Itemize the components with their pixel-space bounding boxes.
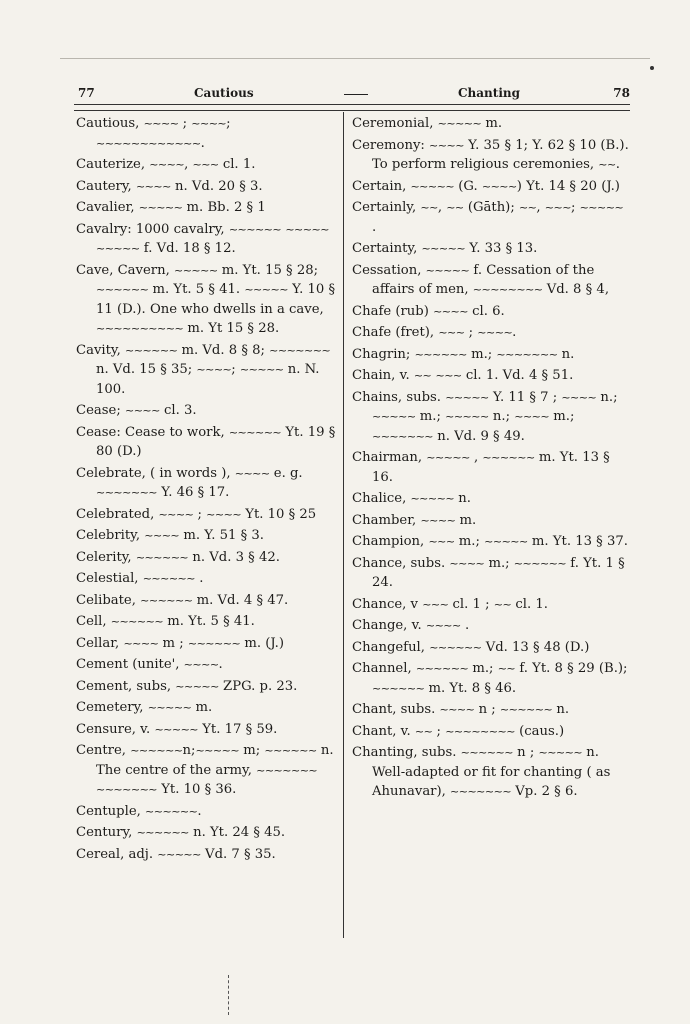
avestan-word: ~~~~~~ — [135, 550, 189, 564]
dictionary-entry — [352, 345, 630, 365]
dictionary-entry — [352, 239, 630, 259]
entry-definition: v. ~~~~ . — [411, 618, 470, 633]
bottom-smudge — [228, 975, 229, 1015]
ink-speck — [650, 66, 654, 70]
entry-headword: Celebrity, — [76, 528, 141, 543]
dictionary-entry — [76, 526, 336, 546]
entry-headword: Ceremony: — [352, 137, 425, 153]
entry-headword: Chance, — [352, 555, 407, 571]
entry-definition: ~~~~, ~~~ cl. 1. — [149, 157, 256, 172]
left-running-title: Cautious — [194, 86, 254, 100]
avestan-word: ~~~~~~~ — [496, 347, 558, 361]
header-rule-bottom — [74, 110, 630, 111]
avestan-word: ~~~~~~~ — [372, 429, 434, 443]
avestan-word: ~~~~ — [433, 304, 468, 318]
entry-headword: Cessation, — [352, 262, 422, 278]
avestan-word: ~~~~ — [183, 658, 219, 671]
entry-definition: subs, ~~~~~ ZPG. p. 23. — [136, 678, 298, 694]
entry-definition: ~~~~ ; ~~~~ Yt. 10 § 25 — [158, 506, 317, 522]
entry-headword: Certain, — [352, 178, 407, 194]
dictionary-entry — [352, 388, 630, 447]
dictionary-entry — [76, 198, 336, 218]
avestan-word: ~~~~ — [191, 117, 227, 130]
entry-definition: ~~~~ m ; ~~~~~~ m. (J.) — [123, 635, 284, 651]
avestan-word: ~~~~~ — [154, 722, 199, 736]
avestan-word: ~~ — [446, 201, 464, 214]
entry-definition: v ~~~ cl. 1 ; ~~ cl. 1. — [410, 596, 548, 612]
dictionary-entry — [352, 198, 630, 237]
dictionary-entry — [76, 677, 336, 697]
avestan-word: ~~~~~ — [437, 117, 482, 130]
left-column — [76, 114, 336, 866]
right-running-title: Chanting — [458, 86, 520, 100]
avestan-word: ~~~~~ — [285, 222, 329, 236]
entry-headword: Chamber, — [352, 512, 417, 528]
avestan-word: ~~~~~ — [425, 263, 470, 277]
avestan-word: ~~~~~~~~~~ — [96, 322, 184, 335]
avestan-word: ~~~~ — [561, 390, 597, 404]
avestan-word: ~~~~ — [123, 636, 159, 650]
avestan-word: ~~~ — [422, 597, 449, 611]
right-column — [352, 114, 630, 804]
entry-headword: Ceremonial, — [352, 116, 434, 131]
entry-headword: Celebrated, — [76, 506, 155, 522]
dictionary-entry — [352, 532, 630, 552]
entry-headword: Cavalier, — [76, 200, 135, 215]
avestan-word: ~~~~~~ — [142, 572, 195, 585]
dictionary-entry — [76, 634, 336, 654]
entry-definition: ~~~~~~ n. Vd. 3 § 42. — [135, 549, 280, 565]
entry-headword: Changeful, — [352, 639, 425, 655]
entry-headword: Change, — [352, 618, 408, 633]
entry-headword: Cereal, — [76, 846, 125, 862]
entry-headword: Cavalry: — [76, 221, 132, 237]
avestan-word: ~~~~~ — [421, 242, 466, 255]
avestan-word: ~~~~~~ — [414, 347, 467, 361]
dictionary-entry — [352, 743, 630, 802]
entry-definition: ~~~~ n. Vd. 20 § 3. — [135, 178, 263, 194]
avestan-word: ~~~~ — [514, 410, 550, 423]
avestan-word: ~~ — [598, 158, 616, 171]
page-header — [74, 84, 630, 106]
entry-definition: ~~~~~~ n. Yt. 24 § 45. — [136, 825, 286, 840]
avestan-word: ~~~~~ — [426, 451, 470, 464]
avestan-word: ~~~~~~ — [130, 744, 183, 757]
entry-definition: (rub) ~~~~ cl. 6. — [395, 303, 505, 319]
avestan-word: ~~~~~ — [410, 492, 455, 505]
entry-definition: 1000 cavalry, ~~~~~~ ~~~~~ ~~~~~ f. Vd. 18 § 12. — [96, 221, 329, 256]
avestan-word: ~~~~~~~ — [96, 486, 158, 499]
avestan-word: ~~~ — [438, 326, 465, 339]
avestan-word: ~~ — [414, 724, 433, 738]
entry-definition: subs. ~~~~ m.; ~~~~~~ f. Yt. 1 § 24. — [372, 555, 625, 590]
dictionary-entry — [76, 591, 336, 611]
entry-definition: Cease to work, ~~~~~~ Yt. 19 § 80 (D.) — [96, 424, 336, 459]
avestan-word: ~~ — [420, 201, 438, 214]
entry-definition: ~~~~~ m. Yt. 15 § 28; ~~~~~~ m. Yt. 5 § 41. ~~~~~ Y. 10 § 11 (D.). One who dwells in a cave, ~~~~~~~~~~ m. Yt 15 § 28. — [96, 262, 336, 336]
avestan-word: ~~ — [518, 201, 537, 214]
dictionary-entry — [76, 741, 336, 800]
avestan-word: ~~~~ — [420, 513, 456, 527]
avestan-word: ~~~~ — [143, 117, 179, 130]
avestan-word: ~~~~~~ — [513, 556, 567, 570]
dictionary-entry — [352, 366, 630, 386]
entry-headword: Chagrin; — [352, 346, 411, 362]
entry-headword: Celebrate, — [76, 465, 146, 481]
dictionary-entry — [352, 448, 630, 487]
avestan-word: ~~~~~~ — [499, 703, 553, 716]
avestan-word: ~~ — [497, 662, 516, 675]
entry-headword: Chant, — [352, 702, 397, 717]
entry-headword: Century, — [76, 825, 133, 840]
entry-definition: ~~~~~ , ~~~~~~ m. Yt. 13 § 16. — [372, 450, 610, 485]
dictionary-entry — [76, 401, 336, 421]
entry-definition: v. ~~~~~ Yt. 17 § 59. — [140, 721, 278, 737]
entry-headword: Certainly, — [352, 200, 417, 215]
avestan-word: ~~~~~~~ — [450, 785, 512, 798]
avestan-word: ~~~~~~ — [125, 343, 178, 357]
avestan-word: ~~~~ — [481, 179, 517, 193]
avestan-word: ~~~~~~~ — [269, 343, 331, 357]
avestan-word: ~~~~~~~~ — [472, 283, 543, 296]
entry-headword: Certainty, — [352, 241, 418, 256]
dictionary-entry — [76, 823, 336, 843]
avestan-word: ~~~~ — [206, 507, 242, 521]
avestan-word: ~~~~~~ — [110, 615, 164, 628]
avestan-word: ~~~~~ — [239, 363, 284, 376]
entry-headword: Cavity, — [76, 342, 121, 358]
entry-headword: Chant, — [352, 723, 397, 739]
dictionary-entry — [352, 700, 630, 720]
dictionary-entry — [76, 720, 336, 740]
entry-definition: ~~~~~~ m.; ~~ f. Yt. 8 § 29 (B.); ~~~~~~ m. Yt. 8 § 46. — [372, 661, 628, 696]
dictionary-entry — [76, 612, 336, 632]
entry-definition: ~~~~~~ m. Vd. 4 § 47. — [140, 592, 289, 608]
dictionary-entry — [76, 569, 336, 589]
avestan-word: ~~~ — [544, 201, 571, 214]
entry-headword: Chance, — [352, 596, 407, 612]
avestan-word: ~~~ — [192, 158, 219, 171]
dictionary-entry — [76, 114, 336, 153]
avestan-word: ~~~~~ — [244, 283, 288, 296]
entry-headword: Chafe — [352, 325, 392, 340]
avestan-word: ~~~~ — [439, 703, 475, 716]
column-divider — [343, 112, 344, 938]
entry-definition: ~~~~ m. Y. 51 § 3. — [144, 528, 264, 543]
entry-headword: Chain, — [352, 368, 396, 383]
header-dash — [344, 94, 368, 95]
entry-headword: Celestial, — [76, 571, 139, 586]
entry-definition: ~~, ~~ (Gāth); ~~, ~~~; ~~~~~ . — [372, 200, 624, 235]
dictionary-entry — [76, 548, 336, 568]
entry-definition: ~~~~~~ Vd. 13 § 48 (D.) — [429, 639, 590, 655]
avestan-word: ~~~~~ — [175, 679, 219, 693]
avestan-word: ~~~~~~ — [140, 593, 193, 607]
dictionary-entry — [76, 423, 336, 462]
dictionary-entry — [352, 616, 630, 636]
dictionary-entry — [352, 302, 630, 322]
avestan-word: ~~~~ — [196, 363, 232, 376]
entry-definition: v. ~~ ; ~~~~~~~~ (caus.) — [400, 723, 565, 739]
entry-headword: Cease: — [76, 424, 121, 440]
entry-headword: Cemetery, — [76, 700, 144, 715]
avestan-word: ~~~~~~ — [429, 640, 482, 654]
entry-headword: Celibate, — [76, 592, 136, 608]
dictionary-entry — [76, 341, 336, 400]
left-page-number: 77 — [78, 86, 95, 100]
dictionary-entry — [352, 554, 630, 593]
avestan-word: ~~~~ — [234, 466, 270, 480]
avestan-word: ~~~~~ — [445, 390, 489, 404]
entry-definition: ~~~~~ m. — [437, 116, 503, 131]
avestan-word: ~~~~~ — [484, 535, 528, 548]
dictionary-entry — [76, 698, 336, 718]
entry-headword: Cellar, — [76, 635, 120, 651]
avestan-word: ~~~~ — [158, 507, 194, 521]
entry-headword: Chairman, — [352, 450, 423, 465]
entry-headword: Cauterize, — [76, 157, 146, 172]
avestan-word: ~~~~~~ — [96, 283, 149, 296]
dictionary-entry — [76, 261, 336, 339]
dictionary-entry — [352, 722, 630, 742]
dictionary-entry — [76, 155, 336, 175]
entry-headword: Centre, — [76, 743, 126, 758]
avestan-word: ~~ — [413, 369, 432, 382]
entry-definition: ~~~~~ Y. 33 § 13. — [421, 241, 538, 256]
avestan-word: ~~~~ — [449, 556, 485, 570]
avestan-word: ~~~~~ — [372, 410, 416, 423]
avestan-word: ~~~~~~ — [187, 636, 241, 650]
avestan-word: ~~~~~~ — [482, 451, 535, 464]
avestan-word: ~~~~~~ — [145, 804, 198, 818]
right-page-number: 78 — [613, 86, 630, 100]
entry-headword: Channel, — [352, 661, 412, 676]
avestan-word: ~~~~ — [429, 138, 464, 152]
dictionary-entry — [76, 845, 336, 865]
entry-definition: ~~~ m.; ~~~~~ m. Yt. 13 § 37. — [428, 534, 628, 549]
avestan-word: ~~~~~ — [538, 746, 583, 759]
dictionary-entry — [352, 323, 630, 343]
entry-definition: ~~~~~ f. Cessation of the affairs of men, ~~~~~~~~ Vd. 8 § 4, — [372, 262, 610, 297]
dictionary-entry — [76, 177, 336, 197]
entry-definition: ~~~~ cl. 3. — [124, 403, 197, 418]
entry-headword: Centuple, — [76, 803, 141, 819]
header-rule-top — [74, 104, 630, 105]
entry-definition: (unite', ~~~~. — [132, 657, 223, 672]
entry-headword: Celerity, — [76, 549, 132, 565]
entry-headword: Cautious, — [76, 116, 140, 131]
dictionary-entry — [76, 505, 336, 525]
dictionary-entry — [352, 177, 630, 197]
entry-definition: subs. ~~~~~ Y. 11 § 7 ; ~~~~ n.; ~~~~~ m.; ~~~~~ n.; ~~~~ m.; ~~~~~~~ n. Vd. 9 § 49. — [372, 389, 618, 444]
avestan-word: ~~~~~~ — [372, 681, 425, 695]
avestan-word: ~~~~~ — [195, 744, 240, 757]
avestan-word: ~~~~~~ — [228, 425, 282, 439]
entry-definition: ~~~~~~ m. Yt. 5 § 41. — [110, 614, 255, 629]
avestan-word: ~~~~ — [124, 404, 160, 417]
entry-headword: Chains, — [352, 389, 403, 405]
avestan-word: ~~~~~~~~~~~~ — [96, 136, 201, 150]
entry-definition: ~~~~~ (G. ~~~~) Yt. 14 § 20 (J.) — [410, 178, 620, 194]
avestan-word: ~~~~ — [149, 158, 185, 171]
avestan-word: ~~ — [493, 597, 512, 611]
avestan-word: ~~~~~ — [96, 242, 140, 255]
dictionary-entry — [352, 595, 630, 615]
avestan-word: ~~~~ — [144, 529, 180, 542]
dictionary-entry — [352, 136, 630, 175]
avestan-word: ~~~~~ — [138, 201, 183, 214]
entry-definition: ~~~~~~. — [145, 803, 202, 819]
entry-definition: ~~~~ m. — [420, 512, 477, 528]
entry-headword: Cease; — [76, 403, 121, 418]
dictionary-entry — [76, 464, 336, 503]
avestan-word: ~~~~~~~ — [256, 763, 318, 777]
avestan-word: ~~~~~~~~ — [445, 724, 515, 738]
entry-definition: ~~~~~~ m.; ~~~~~~~ n. — [414, 346, 575, 362]
avestan-word: ~~~~~~ — [460, 746, 513, 759]
avestan-word: ~~~~~~~ — [96, 783, 158, 796]
entry-definition: subs. ~~~~ n ; ~~~~~~ n. — [400, 702, 570, 717]
avestan-word: ~~~~~~ — [264, 744, 317, 757]
entry-headword: Chanting, — [352, 745, 418, 760]
avestan-word: ~~~~~ — [579, 201, 624, 214]
avestan-word: ~~~ — [428, 535, 455, 548]
entry-definition: ~~~~~~ m. Vd. 8 § 8; ~~~~~~~ n. Vd. 15 § 35; ~~~~; ~~~~~ n. N. 100. — [96, 342, 331, 397]
avestan-word: ~~~ — [435, 369, 462, 382]
dictionary-entry — [352, 659, 630, 698]
dictionary-entry — [76, 802, 336, 822]
avestan-word: ~~~~~ — [445, 410, 489, 423]
entry-definition: v. ~~ ~~~ cl. 1. Vd. 4 § 51. — [399, 368, 574, 383]
page-edge-line — [60, 58, 650, 59]
avestan-word: ~~~~~~ — [415, 662, 469, 675]
entry-headword: Cell, — [76, 614, 107, 629]
avestan-word: ~~~~~ — [410, 179, 455, 193]
avestan-word: ~~~~ — [477, 326, 513, 339]
entry-headword: Chalice, — [352, 491, 407, 506]
dictionary-entry — [352, 489, 630, 509]
entry-headword: Censure, — [76, 721, 136, 737]
entry-definition: ~~~~~~ . — [142, 571, 204, 586]
entry-definition: ( in words ), ~~~~ e. g. ~~~~~~~ Y. 46 § 17. — [96, 465, 303, 500]
entry-headword: Champion, — [352, 534, 425, 549]
dictionary-entry — [352, 261, 630, 300]
dictionary-entry — [352, 511, 630, 531]
entry-headword: Cave, Cavern, — [76, 262, 170, 278]
entry-definition: ~~~~~ n. — [410, 491, 471, 506]
entry-definition: adj. ~~~~~ Vd. 7 § 35. — [128, 846, 276, 862]
entry-definition: ~~~~~~n;~~~~~ m; ~~~~~~ n. The centre of the army, ~~~~~~~ ~~~~~~~ Yt. 10 § 36. — [96, 743, 334, 797]
avestan-word: ~~~~~ — [147, 701, 192, 714]
avestan-word: ~~~~~~ — [136, 826, 189, 839]
entry-definition: ~~~~~ m. — [147, 700, 213, 715]
entry-definition: ~~~~ Y. 35 § 1; Y. 62 § 10 (B.). To perform religious ceremonies, ~~. — [372, 137, 629, 172]
dictionary-entry — [352, 114, 630, 134]
dictionary-entry — [76, 655, 336, 675]
entry-headword: Cement — [76, 657, 128, 672]
entry-definition: (fret), ~~~ ; ~~~~. — [395, 325, 517, 340]
dictionary-entry — [76, 220, 336, 259]
entry-headword: Cement, — [76, 678, 133, 694]
avestan-word: ~~~~~~ — [228, 222, 282, 236]
entry-definition: ~~~~ ; ~~~~; ~~~~~~~~~~~~. — [96, 116, 231, 151]
entry-definition: ~~~~~ m. Bb. 2 § 1 — [138, 200, 266, 215]
avestan-word: ~~~~ — [135, 179, 171, 193]
entry-headword: Cautery, — [76, 178, 132, 194]
avestan-word: ~~~~ — [425, 619, 461, 632]
dictionary-entry — [352, 638, 630, 658]
entry-definition: subs. ~~~~~~ n ; ~~~~~ n. Well-adapted or fit for chanting ( as Ahunavar), ~~~~~~~ Vp. 2 § 6. — [372, 745, 611, 799]
entry-headword: Chafe — [352, 303, 392, 319]
avestan-word: ~~~~~ — [174, 263, 218, 277]
avestan-word: ~~~~~ — [157, 847, 201, 861]
